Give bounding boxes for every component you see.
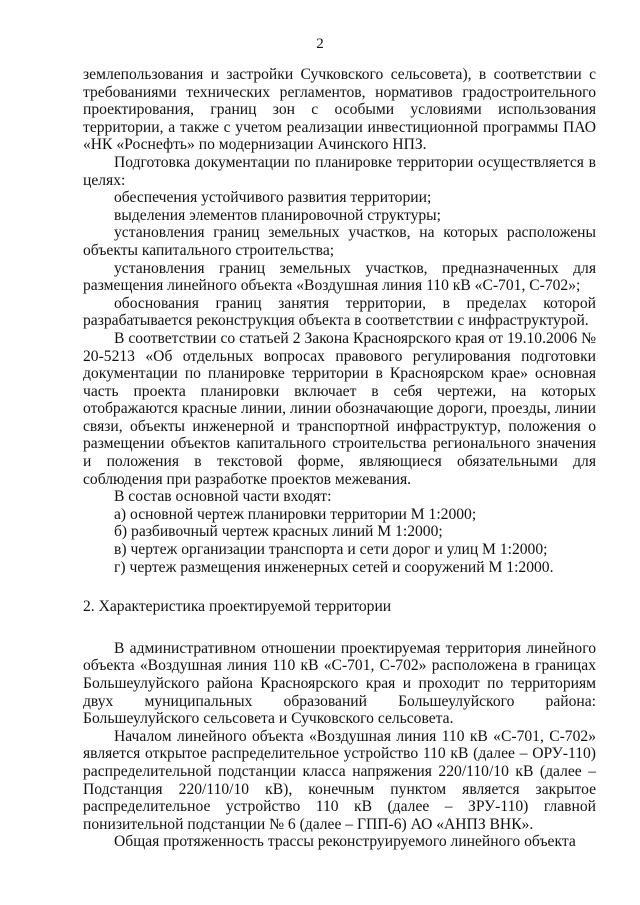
composition-item: а) основной чертеж планировки территории М 1:2000;: [114, 505, 477, 523]
goal-item: обеспечения устойчивого развития территории;: [114, 189, 432, 207]
paragraph-composition-intro: В состав основной части входят:: [114, 488, 332, 506]
goal-item: установления границ земельных участков, предназначенных для размещения линейного объекта «Воздушная линия 110 кВ «С-701, С-702»;: [83, 259, 596, 295]
paragraph-start-point: Началом линейного объекта «Воздушная линия 110 кВ «С-701, С-702» является открытое распределительное устройство 110 кВ (далее – ОРУ-110) распределительной подстанции класса напряжения 220/110/10 кВ (далее – Подстанция 220/110/10 кВ), конечным пунктом является закрытое распределительное устройство 110 кВ (далее – ЗРУ-110) главной понизительной подстанции № 6 (далее – ГПП-6) АО «АНПЗ ВНК».: [83, 727, 596, 833]
composition-item: в) чертеж организации транспорта и сети дорог и улиц М 1:2000;: [114, 541, 548, 559]
page-number: 2: [316, 36, 324, 52]
paragraph-length: Общая протяженность трассы реконструируемого линейного объекта: [114, 833, 576, 851]
paragraph-administrative: В административном отношении проектируемая территория линейного объекта «Воздушная линия 110 кВ «С-701, С-702» расположена в границах Большеулуйского района Красноярского края и проходит по территориям двух муниципальных образований Большеулуйского района: Большеулуйского сельсовета и Сучковского сельсовета.: [83, 639, 596, 728]
goal-item: выделения элементов планировочной структуры;: [114, 206, 441, 224]
goal-item: обоснования границ занятия территории, в пределах которой разрабатывается реконструкция объекта в соответствии с инфраструктурой.: [83, 294, 596, 330]
composition-item: г) чертеж размещения инженерных сетей и сооружений М 1:2000.: [114, 558, 554, 576]
paragraph-law-reference: В соответствии со статьей 2 Закона Красноярского края от 19.10.2006 № 20-5213 «Об отдельных вопросах правового регулирования подготовки документации по планировке территории в Красноярском крае» основная часть проекта планировки включает в себя чертежи, на которых отображаются красные линии, линии обозначающие дороги, проезды, линии связи, объекты инженерной и транспортной инфраструктур, положения о размещении объектов капитального строительства регионального значения и положения в текстовой форме, являющиеся обязательными для соблюдения при разработке проектов межевания.: [83, 329, 596, 488]
paragraph-intro-continuation: землепользования и застройки Сучковского сельсовета), в соответствии с требованиями технических регламентов, нормативов градостроительного проектирования, границ зон с особыми условиями использования территории, а также с учетом реализации инвестиционной программы ПАО «НК «Роснефть» по модернизации Ачинского НПЗ.: [83, 66, 596, 154]
body-text: [83, 66, 596, 851]
paragraph-goals-intro: Подготовка документации по планировке территории осуществляется в целях:: [83, 153, 596, 189]
composition-item: б) разбивочный чертеж красных линий М 1:2000;: [114, 523, 443, 541]
goal-item: установления границ земельных участков, на которых расположены объекты капитального строительства;: [83, 224, 596, 259]
section-heading: 2. Характеристика проектируемой территории: [83, 598, 392, 616]
